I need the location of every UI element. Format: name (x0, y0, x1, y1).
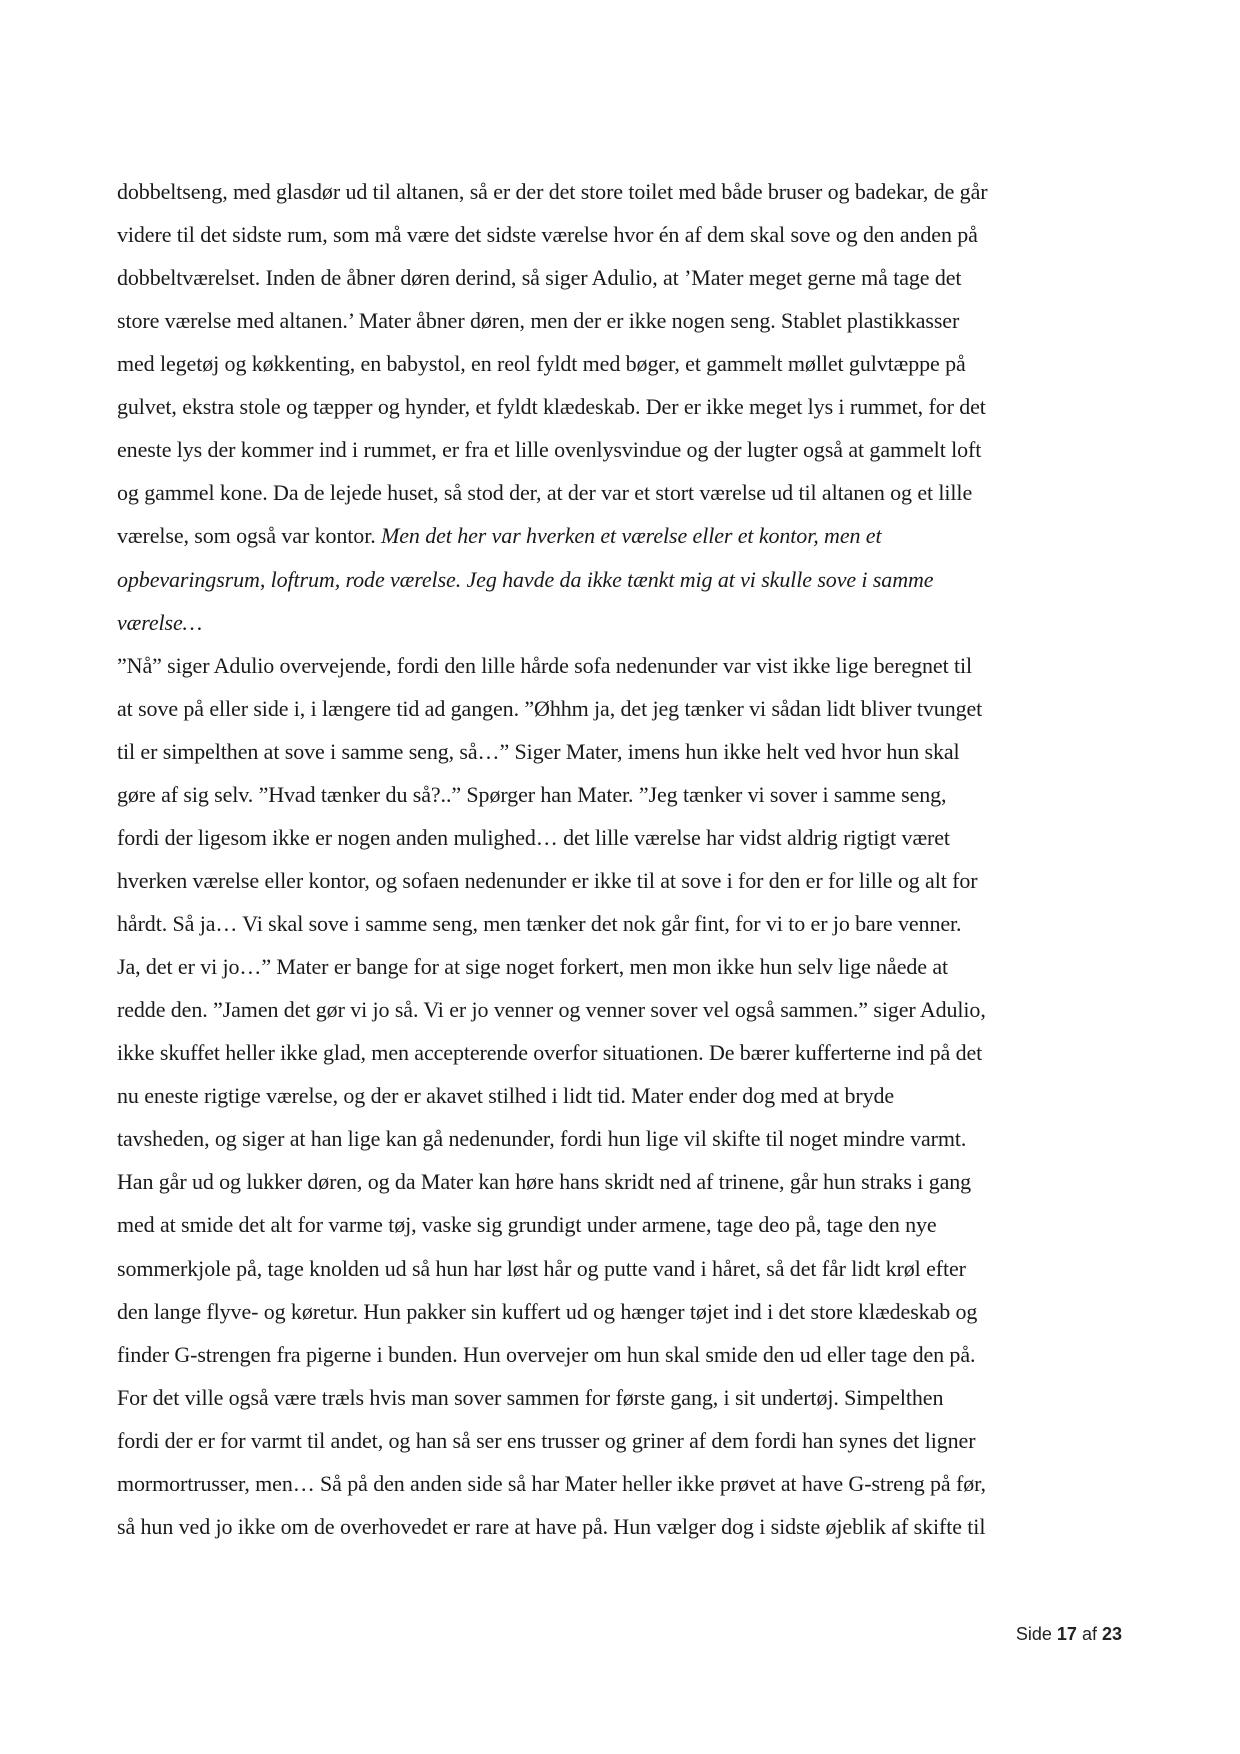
text-line (117, 695, 982, 723)
text-segment: fordi der er for varmt til andet, og han så ser ens trusser og griner af dem fordi han synes det ligner (117, 1427, 976, 1453)
text-segment: nu eneste rigtige værelse, og der er akavet stilhed i lidt tid. Mater ender dog med at bryde (117, 1083, 895, 1109)
text-line (117, 1341, 975, 1369)
text-segment: ikke skuffet heller ikke glad, men accepterende overfor situationen. De bærer kufferterne ind på det (117, 1040, 983, 1066)
text-line (117, 522, 881, 550)
text-segment: Han går ud og lukker døren, og da Mater kan høre hans skridt ned af trinene, går hun straks i gang (117, 1169, 972, 1195)
text-line (117, 1168, 971, 1196)
text-line (117, 1384, 943, 1412)
text-segment: Ja, det er vi jo…” Mater er bange for at sige noget forkert, men mon ikke hun selv lige nåede at (117, 954, 948, 980)
text-segment: gulvet, ekstra stole og tæpper og hynder, et fyldt klædeskab. Der er ikke meget lys i rummet, for det (117, 394, 986, 420)
page-label-prefix: Side (1015, 1624, 1057, 1644)
text-line (117, 221, 978, 249)
text-segment: For det ville også være træls hvis man sover sammen for første gang, i sit undertøj. Simpelthen (117, 1384, 944, 1410)
text-line (117, 996, 986, 1024)
text-line (117, 1427, 975, 1455)
text-segment: sommerkjole på, tage knolden ud så hun har løst hår og putte vand i håret, så det får lidt krøl efter (117, 1255, 966, 1281)
text-segment: dobbeltseng, med glasdør ud til altanen, så er der det store toilet med både bruser og badekar, de går (117, 179, 988, 204)
italic-text-segment: opbevaringsrum, loftrum, rode værelse. Jeg havde da ikke tænkt mig at vi skulle sove i samme (117, 566, 934, 592)
text-line (117, 910, 961, 938)
total-pages-number: 23 (1101, 1624, 1122, 1644)
text-segment: eneste lys der kommer ind i rummet, er fra et lille ovenlysvindue og der lugter også at gammelt loft (117, 437, 982, 463)
text-line (117, 738, 960, 766)
text-line (117, 1125, 966, 1153)
text-line (117, 566, 933, 594)
text-segment: hårdt. Så ja… Vi skal sove i samme seng, men tænker det nok går fint, for vi to er jo bare venner. (117, 911, 962, 937)
text-line (117, 178, 987, 206)
text-line (117, 436, 981, 464)
text-line (117, 264, 961, 292)
text-segment: den lange flyve- og køretur. Hun pakker sin kuffert ud og hænger tøjet ind i det store klædeskab og (117, 1298, 978, 1324)
text-line (117, 824, 950, 852)
text-line (117, 350, 966, 378)
text-segment: til er simpelthen at sove i samme seng, så…” Siger Mater, imens hun ikke helt ved hvor hun skal (117, 738, 960, 764)
text-line (117, 609, 202, 637)
text-line (117, 781, 946, 809)
text-line (117, 1255, 966, 1283)
text-segment: så hun ved jo ikke om de overhovedet er rare at have på. Hun vælger dog i sidste øjeblik af skifte til (117, 1513, 986, 1539)
text-segment: videre til det sidste rum, som må være det sidste værelse hvor én af dem skal sove og den anden på (117, 222, 978, 248)
text-segment: fordi der ligesom ikke er nogen anden mulighed… det lille værelse har vidst aldrig rigtigt været (117, 824, 950, 850)
text-segment: gøre af sig selv. ”Hvad tænker du så?..” Spørger han Mater. ”Jeg tænker vi sover i samme seng, (117, 781, 947, 807)
text-line (117, 479, 972, 507)
text-segment: store værelse med altanen.’ Mater åbner døren, men der er ikke nogen seng. Stablet plastikkasser (117, 308, 960, 334)
text-line (117, 307, 959, 335)
text-segment: og gammel kone. Da de lejede huset, så stod der, at der var et stort værelse ud til altanen og et lille (117, 480, 973, 506)
text-line (117, 1298, 977, 1326)
text-segment: ”Nå” siger Adulio overvejende, fordi den lille hårde sofa nedenunder var vist ikke lige beregnet til (117, 652, 973, 678)
text-segment: tavsheden, og siger at han lige kan gå nedenunder, fordi hun lige vil skifte til noget mindre varmt. (117, 1126, 967, 1152)
text-segment: med legetøj og køkkenting, en babystol, en reol fyldt med bøger, et gammelt møllet gulvtæppe på (117, 351, 966, 377)
text-segment: værelse, som også var kontor. (117, 523, 382, 549)
text-line (117, 1211, 937, 1239)
text-line (117, 867, 977, 895)
text-line (117, 1082, 894, 1110)
text-segment: finder G-strengen fra pigerne i bunden. Hun overvejer om hun skal smide den ud eller tage den på. (117, 1341, 976, 1367)
current-page-number: 17 (1056, 1624, 1077, 1644)
page-label-separator: af (1076, 1624, 1102, 1644)
text-segment: mormortrusser, men… Så på den anden side så har Mater heller ikke prøvet at have G-streng på før, (117, 1470, 986, 1496)
text-line (117, 652, 972, 680)
italic-text-segment: værelse… (117, 609, 203, 635)
text-line (117, 1513, 985, 1541)
text-segment: dobbeltværelset. Inden de åbner døren derind, så siger Adulio, at ’Mater meget gerne må tage det (117, 265, 962, 291)
page-number-footer (1016, 1624, 1122, 1645)
text-line (117, 393, 986, 421)
text-line (117, 1039, 982, 1067)
text-segment: hverken værelse eller kontor, og sofaen nedenunder er ikke til at sove i for den er for lille og alt for (117, 867, 978, 893)
text-line (117, 953, 948, 981)
text-segment: med at smide det alt for varme tøj, vaske sig grundigt under armene, tage deo på, tage den nye (117, 1212, 937, 1238)
text-segment: at sove på eller side i, i længere tid ad gangen. ”Øhhm ja, det jeg tænker vi sådan lidt bliver tvunget (117, 695, 983, 721)
text-line (117, 1470, 986, 1498)
italic-text-segment: Men det her var hverken et værelse eller et kontor, men et (381, 523, 882, 549)
text-segment: redde den. ”Jamen det gør vi jo så. Vi er jo venner og venner sover vel også sammen.” siger Adulio, (117, 997, 986, 1023)
